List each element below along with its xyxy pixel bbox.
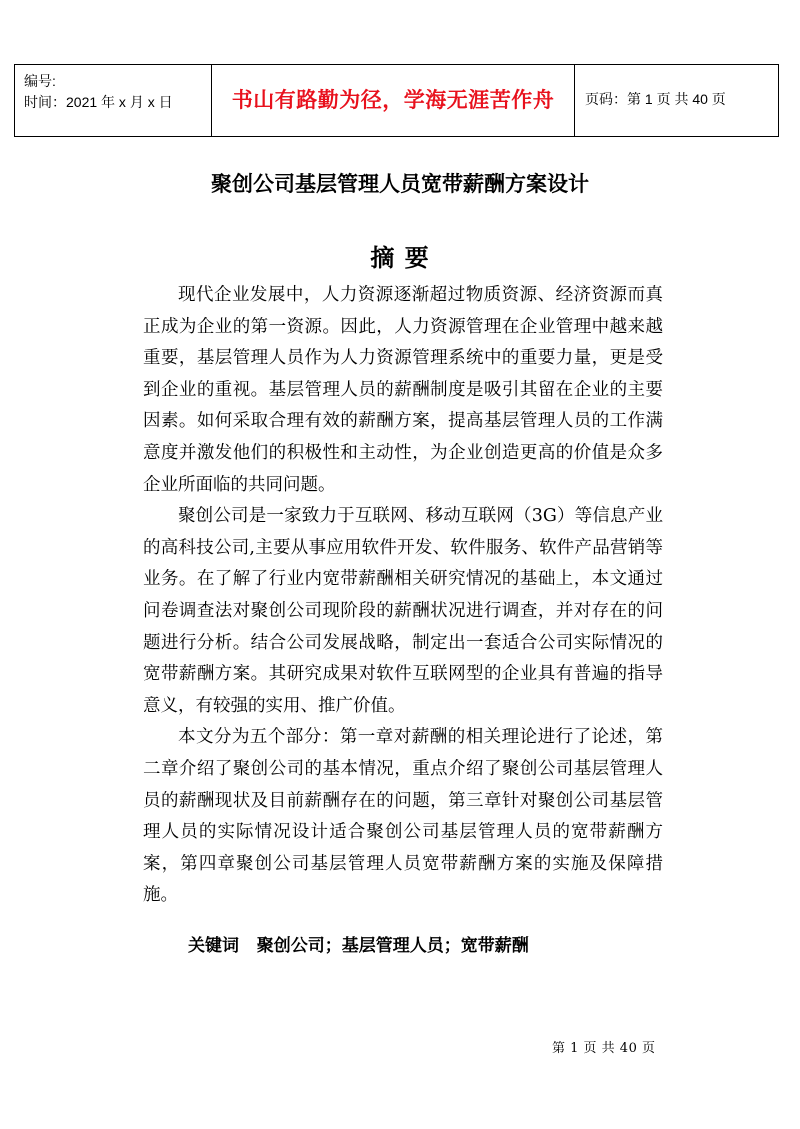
- abstract-body: [143, 280, 663, 912]
- abstract-paragraph-2: 聚创公司是一家致力于互联网、移动互联网（3G）等信息产业的高科技公司,主要从事应用软件开发、软件服务、软件产品营销等业务。在了解了行业内宽带薪酬相关研究情况的基础上，本文通过问卷调查法对聚创公司现阶段的薪酬状况进行调查，并对存在的问题进行分析。结合公司发展战略，制定出一套适合公司实际情况的宽带薪酬方案。其研究成果对软件互联网型的企业具有普遍的指导意义，有较强的实用、推广价值。: [143, 506, 663, 716]
- abstract-paragraph-1: 现代企业发展中，人力资源逐渐超过物质资源、经济资源而真正成为企业的第一资源。因此，人力资源管理在企业管理中越来越重要，基层管理人员作为人力资源管理系统中的重要力量，更是受到企业的重视。基层管理人员的薪酬制度是吸引其留在企业的主要因素。如何采取合理有效的薪酬方案，提高基层管理人员的工作满意度并激发他们的积极性和主动性，为企业创造更高的价值是众多企业所面临的共同问题。: [143, 285, 663, 495]
- keywords-line: 关键词 聚创公司；基层管理人员；宽带薪酬: [188, 936, 529, 956]
- serial-number-label: 编号:: [24, 73, 56, 89]
- header-table: [14, 64, 779, 137]
- abstract-heading: 摘 要: [370, 244, 430, 272]
- footer-page-indicator: 第 1 页 共 40 页: [552, 1041, 656, 1056]
- date-line: 时间：2021 年 x 月 x 日: [24, 94, 173, 110]
- abstract-paragraph-3: 本文分为五个部分：第一章对薪酬的相关理论进行了论述，第二章介绍了聚创公司的基本情况，重点介绍了聚创公司基层管理人员的薪酬现状及目前薪酬存在的问题，第三章针对聚创公司基层管理人员的实际情况设计适合聚创公司基层管理人员的宽带薪酬方案，第四章聚创公司基层管理人员宽带薪酬方案的实施及保障措施。: [143, 727, 663, 906]
- header-meta-cell: [15, 65, 212, 136]
- document-title: 聚创公司基层管理人员宽带薪酬方案设计: [211, 172, 589, 196]
- motto-text: 书山有路勤为径，学海无涯苦作舟: [231, 87, 555, 112]
- page-code: 页码：第 1 页 共 40 页: [585, 90, 726, 107]
- header-page-cell: [575, 65, 778, 136]
- header-motto-cell: [212, 65, 575, 136]
